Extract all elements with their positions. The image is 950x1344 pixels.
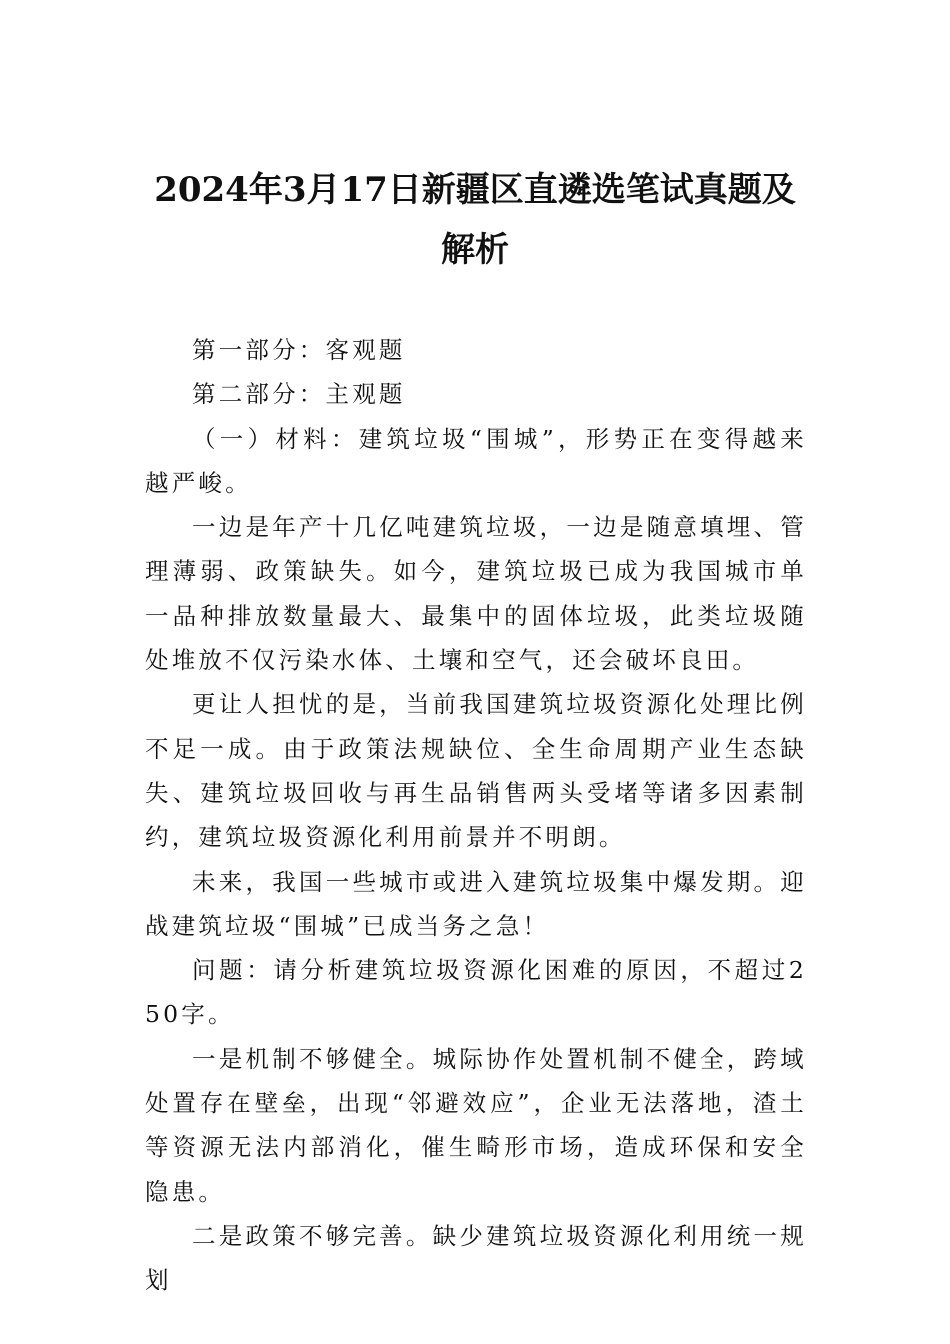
paragraph-material-1: 一边是年产十几亿吨建筑垃圾，一边是随意填埋、管理薄弱、政策缺失。如今，建筑垃圾已成为我国城市单一品种排放数量最大、最集中的固体垃圾，此类垃圾随处堆放不仅污染水体、土壤和空气，还会破坏良田。 [145, 513, 807, 675]
document-title: 2024年3月17日新疆区直遴选笔试真题及解析 [154, 170, 796, 270]
paragraph-material-intro: （一）材料：建筑垃圾“围城”，形势正在变得越来越严峻。 [145, 424, 807, 497]
paragraph-material-2: 更让人担忧的是，当前我国建筑垃圾资源化处理比例不足一成。由于政策法规缺位、全生命周期产业生态缺失、建筑垃圾回收与再生品销售两头受堵等诸多因素制约，建筑垃圾资源化利用前景并不明朗。 [145, 690, 807, 852]
paragraph-objective-section: 第一部分：客观题 [192, 336, 406, 364]
paragraph-subjective-section: 第二部分：主观题 [192, 380, 406, 409]
paragraph-answer-1: 一是机制不够健全。城际协作处置机制不健全，跨域处置存在壁垒，出现“邻避效应”，企业无法落地，渣土等资源无法内部消化，催生畸形市场，造成环保和安全隐患。 [145, 1044, 807, 1206]
document-body [145, 328, 807, 1303]
paragraph-material-3: 未来，我国一些城市或进入建筑垃圾集中爆发期。迎战建筑垃圾“围城”已成当务之急！ [145, 867, 807, 940]
paragraph-question: 问题：请分析建筑垃圾资源化困难的原因，不超过250字。 [145, 956, 807, 1029]
paragraph-answer-2: 二是政策不够完善。缺少建筑垃圾资源化利用统一规划 [145, 1221, 807, 1295]
